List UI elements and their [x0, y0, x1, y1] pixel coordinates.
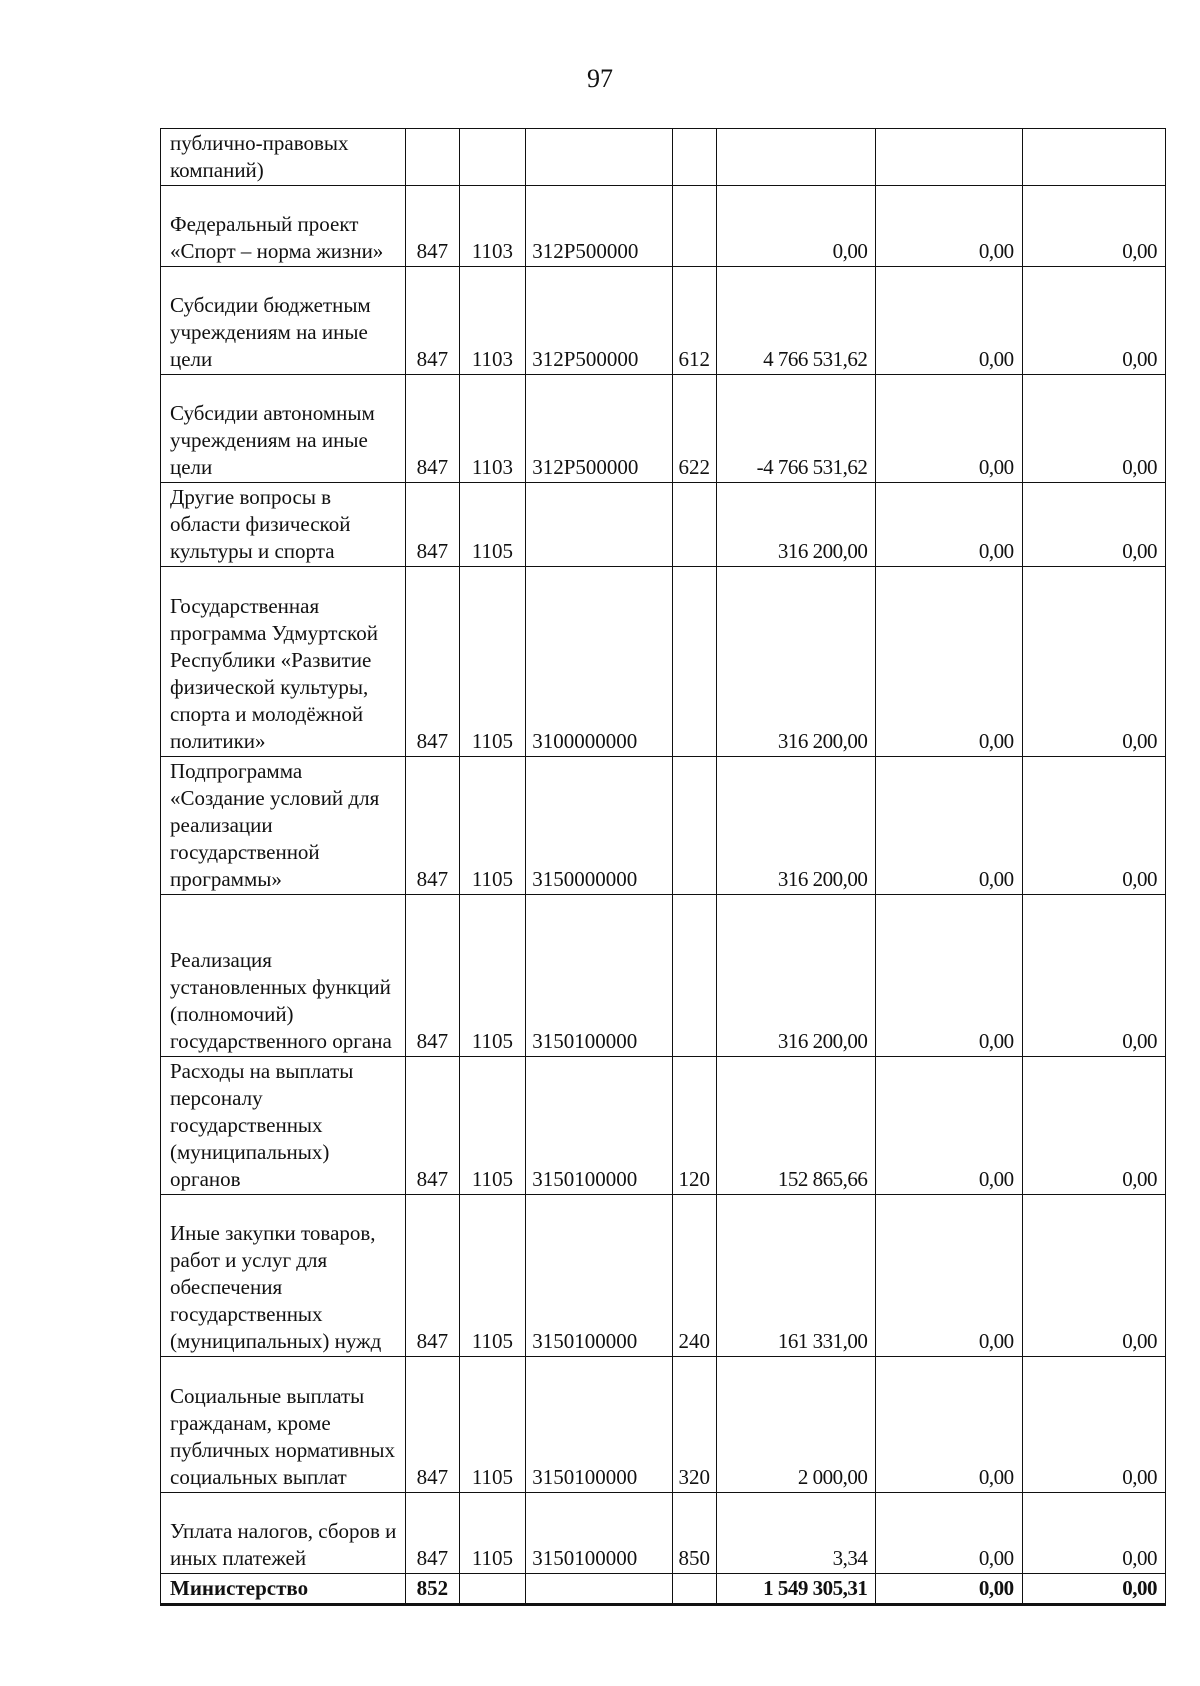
table-row [161, 757, 1166, 895]
target-article-code: 3150100000 [526, 895, 672, 1057]
expense-type-code: 320 [672, 1357, 716, 1493]
amount-year-3: 0,00 [1022, 483, 1165, 567]
expense-type-code [672, 567, 716, 757]
target-article-code: 3150100000 [526, 1195, 672, 1357]
dept-code: 847 [406, 1357, 459, 1493]
budget-table [160, 128, 1166, 1606]
amount-year-1: 316 200,00 [716, 757, 875, 895]
dept-code: 847 [406, 375, 459, 483]
expense-type-code [672, 129, 716, 186]
dept-code: 847 [406, 1057, 459, 1195]
table-row [161, 483, 1166, 567]
amount-year-1: 2 000,00 [716, 1357, 875, 1493]
table-row [161, 1057, 1166, 1195]
row-name: Социальные выплаты гражданам, кроме публичных нормативных социальных выплат [161, 1357, 406, 1493]
table-row [161, 1357, 1166, 1493]
dept-code [406, 129, 459, 186]
amount-year-3: 0,00 [1022, 375, 1165, 483]
section-code: 1105 [459, 1493, 526, 1574]
section-code: 1105 [459, 567, 526, 757]
amount-year-2: 0,00 [876, 895, 1022, 1057]
expense-type-code: 240 [672, 1195, 716, 1357]
page-number: 97 [587, 64, 613, 93]
section-code: 1105 [459, 1195, 526, 1357]
expense-type-code [672, 186, 716, 267]
target-article-code: 3150100000 [526, 1057, 672, 1195]
dept-code: 847 [406, 1195, 459, 1357]
table-row [161, 567, 1166, 757]
amount-year-3: 0,00 [1022, 757, 1165, 895]
table-row [161, 267, 1166, 375]
dept-code: 847 [406, 186, 459, 267]
amount-year-3 [1022, 129, 1165, 186]
target-article-code: 312P500000 [526, 375, 672, 483]
target-article-code [526, 483, 672, 567]
total-name: Министерство [161, 1574, 406, 1605]
total-expense-type-code [672, 1574, 716, 1605]
amount-year-1 [716, 129, 875, 186]
table-row [161, 186, 1166, 267]
amount-year-1: 316 200,00 [716, 895, 875, 1057]
dept-code: 847 [406, 483, 459, 567]
dept-code: 847 [406, 567, 459, 757]
amount-year-2: 0,00 [876, 1357, 1022, 1493]
amount-year-2: 0,00 [876, 267, 1022, 375]
amount-year-1: 3,34 [716, 1493, 875, 1574]
amount-year-2: 0,00 [876, 567, 1022, 757]
total-target-article-code [526, 1574, 672, 1605]
row-name: Реализация установленных функций (полномочий) государственного органа [161, 895, 406, 1057]
row-name: Субсидии бюджетным учреждениям на иные цели [161, 267, 406, 375]
section-code: 1105 [459, 483, 526, 567]
amount-year-1: 161 331,00 [716, 1195, 875, 1357]
dept-code: 847 [406, 757, 459, 895]
section-code: 1103 [459, 186, 526, 267]
expense-type-code: 120 [672, 1057, 716, 1195]
amount-year-2: 0,00 [876, 186, 1022, 267]
expense-type-code [672, 757, 716, 895]
expense-type-code: 612 [672, 267, 716, 375]
section-code: 1103 [459, 267, 526, 375]
target-article-code: 3100000000 [526, 567, 672, 757]
expense-type-code: 622 [672, 375, 716, 483]
row-name: Субсидии автономным учреждениям на иные цели [161, 375, 406, 483]
amount-year-3: 0,00 [1022, 267, 1165, 375]
amount-year-1: 152 865,66 [716, 1057, 875, 1195]
expense-type-code [672, 483, 716, 567]
amount-year-2: 0,00 [876, 1057, 1022, 1195]
amount-year-2: 0,00 [876, 757, 1022, 895]
target-article-code: 3150100000 [526, 1493, 672, 1574]
amount-year-1: 316 200,00 [716, 567, 875, 757]
row-name: Федеральный проект «Спорт – норма жизни» [161, 186, 406, 267]
target-article-code: 312P500000 [526, 267, 672, 375]
total-row [161, 1574, 1166, 1605]
amount-year-3: 0,00 [1022, 1195, 1165, 1357]
amount-year-3: 0,00 [1022, 895, 1165, 1057]
section-code: 1105 [459, 1357, 526, 1493]
amount-year-3: 0,00 [1022, 186, 1165, 267]
total-amount-year-1: 1 549 305,31 [716, 1574, 875, 1605]
amount-year-2: 0,00 [876, 1195, 1022, 1357]
row-name: Другие вопросы в области физической культуры и спорта [161, 483, 406, 567]
table-row [161, 375, 1166, 483]
amount-year-3: 0,00 [1022, 567, 1165, 757]
table-row [161, 895, 1166, 1057]
dept-code: 847 [406, 1493, 459, 1574]
table-row [161, 129, 1166, 186]
amount-year-2: 0,00 [876, 483, 1022, 567]
section-code [459, 129, 526, 186]
amount-year-3: 0,00 [1022, 1357, 1165, 1493]
target-article-code: 312P500000 [526, 186, 672, 267]
amount-year-2: 0,00 [876, 1493, 1022, 1574]
amount-year-1: 316 200,00 [716, 483, 875, 567]
section-code: 1105 [459, 895, 526, 1057]
dept-code: 847 [406, 267, 459, 375]
amount-year-2: 0,00 [876, 375, 1022, 483]
total-dept-code: 852 [406, 1574, 459, 1605]
amount-year-3: 0,00 [1022, 1057, 1165, 1195]
row-name: Иные закупки товаров, работ и услуг для обеспечения государственных (муниципальных) нужд [161, 1195, 406, 1357]
amount-year-2 [876, 129, 1022, 186]
section-code: 1103 [459, 375, 526, 483]
row-name: Государственная программа Удмуртской Республики «Развитие физической культуры, спорта и молодёжной политики» [161, 567, 406, 757]
target-article-code [526, 129, 672, 186]
table-row [161, 1195, 1166, 1357]
row-name: Расходы на выплаты персоналу государственных (муниципальных) органов [161, 1057, 406, 1195]
section-code: 1105 [459, 757, 526, 895]
row-name: публично-правовых компаний) [161, 129, 406, 186]
amount-year-1: 0,00 [716, 186, 875, 267]
dept-code: 847 [406, 895, 459, 1057]
target-article-code: 3150000000 [526, 757, 672, 895]
expense-type-code [672, 895, 716, 1057]
total-section-code [459, 1574, 526, 1605]
row-name: Уплата налогов, сборов и иных платежей [161, 1493, 406, 1574]
total-amount-year-2: 0,00 [876, 1574, 1022, 1605]
row-name: Подпрограмма «Создание условий для реализации государственной программы» [161, 757, 406, 895]
expense-type-code: 850 [672, 1493, 716, 1574]
target-article-code: 3150100000 [526, 1357, 672, 1493]
amount-year-1: 4 766 531,62 [716, 267, 875, 375]
amount-year-1: -4 766 531,62 [716, 375, 875, 483]
section-code: 1105 [459, 1057, 526, 1195]
total-amount-year-3: 0,00 [1022, 1574, 1165, 1605]
amount-year-3: 0,00 [1022, 1493, 1165, 1574]
table-row [161, 1493, 1166, 1574]
